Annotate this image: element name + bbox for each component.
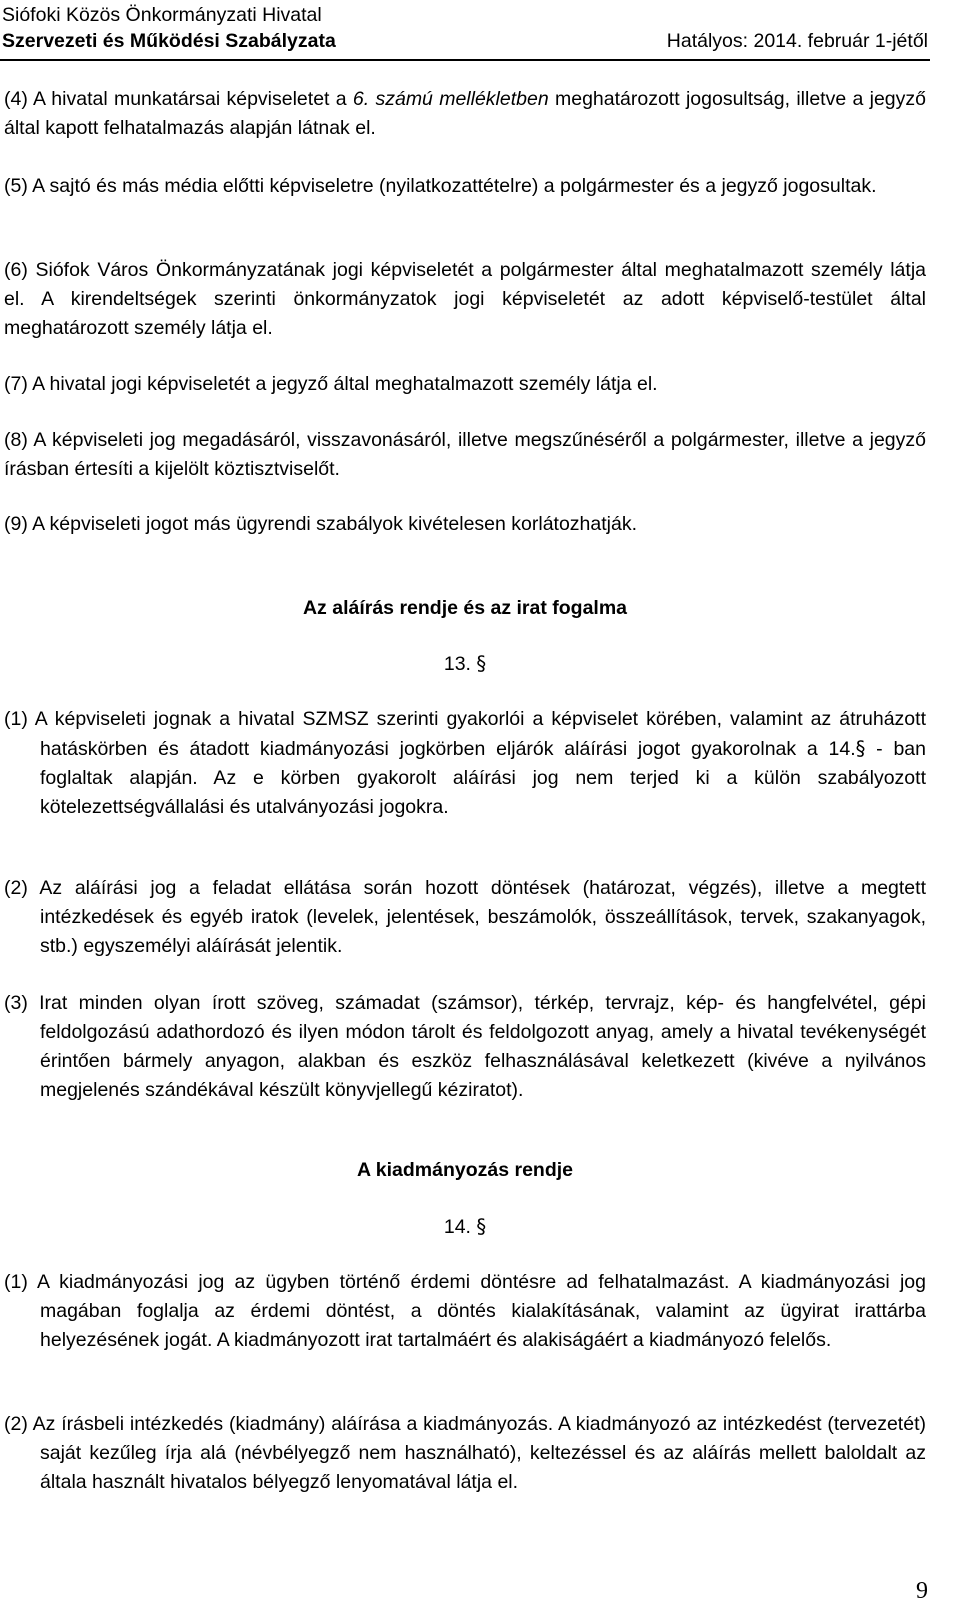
section-sign-icon: § [476,652,487,675]
section14-paragraph-1: (1) A kiadmányozási jog az ügyben történő érdemi döntésre ad felhatalmazást. A kiadmányozási jog magában foglalja az érdemi döntést, a döntés kialakításának, valamint az ügyirat irattárba helyezésének jogát. A kiadmányozott irat tartalmáért és alakiságáért a kiadmányozó felelős. [4,1271,926,1351]
section-sign-icon: § [855,737,866,760]
section14-paragraph-2: (2) Az írásbeli intézkedés (kiadmány) aláírása a kiadmányozás. A kiadmányozó az intézkedést (tervezetét) saját kezűleg írja alá (névbélyegző nem használható), keltezéssel és az aláírás mellett baloldalt az általa használt hivatalos bélyegző lenyomatával látja el. [4,1413,926,1493]
paragraph-6: (6) Siófok Város Önkormányzatának jogi képviseletét a polgármester által meghatalmazott személy látja el. A kirendeltségek szerinti önkormányzatok jogi képviseletét az adott képviselő-testület által meghatározott személy látja el. [4,259,926,339]
section-number-13 [4,650,926,678]
section13-paragraph-1 [4,705,926,822]
section-number-14-text: 14. [443,1216,477,1238]
header-effective-date: Hatályos: 2014. február 1-jétől [666,30,928,52]
paragraph-7: (7) A hivatal jogi képviseletét a jegyző által meghatalmazott személy látja el. [4,373,658,395]
section-heading-signature: Az aláírás rendje és az irat fogalma [302,597,628,619]
paragraph-8: (8) A képviseleti jog megadásáról, visszavonásáról, illetve megszűnéséről a polgármester, illetve a jegyző írásban értesíti a kijelölt köztisztviselőt. [4,429,926,480]
header-rule [0,59,930,61]
section-number-13-text: 13. [443,653,477,675]
section13-paragraph-2: (2) Az aláírási jog a feladat ellátása során hozott döntések (határozat, végzés), illetve a megtett intézkedések és egyéb iratok (levelek, jelentések, beszámolók, összeállítások, tervek, szakanyagok, stb.) egyszemélyi aláírását jelentik. [4,877,926,957]
paragraph-4-italic: 6. számú mellékletben [352,88,549,110]
section13-p1-part-a: (1) A képviseleti jognak a hivatal SZMSZ szerinti gyakorlói a képviselet körében, valamint az átruházott hatáskörben és átadott kiadmányozási jogkörben eljárók aláírási jogot gyakorolnak a 14. [4,708,926,760]
paragraph-4 [4,85,926,143]
paragraph-5: (5) A sajtó és más média előtti képviseletre (nyilatkozattételre) a polgármester és a jegyző jogosultak. [4,175,877,197]
section-heading-kiadmanyozas: A kiadmányozás rendje [356,1159,574,1181]
paragraph-4-part2: meghatározott jogosultság, illetve a jegyző által kapott felhatalmazás alapján látnak el. [4,88,926,139]
page-number: 9 [916,1578,928,1604]
paragraph-9: (9) A képviseleti jogot más ügyrendi szabályok kivételesen korlátozhatják. [4,513,637,535]
section13-paragraph-3: (3) Irat minden olyan írott szöveg, számadat (számsor), térkép, tervrajz, kép- és hangfelvétel, gépi feldolgozású adathordozó és ilyen módon tárolt és feldolgozott anyag, amely a hivatal tevékenységét érintően bármely anyagon, alakban és eszköz felhasználásával keletkezett (kivéve a nyilvános megjelenés szándékával készült könyvjellegű kéziratot). [4,992,926,1101]
section-number-14 [4,1213,926,1241]
section13-p1-part-b: - ban foglaltak alapján. Az e körben gyakorolt aláírási jog nem terjed ki a külön szabályozott kötelezettségvállalási és utalványozási jogokra. [40,738,926,818]
section-sign-icon: § [476,1215,487,1238]
header-org: Siófoki Közös Önkormányzati Hivatal [2,4,322,26]
header-doc-title: Szervezeti és Működési Szabályzata [2,30,336,52]
paragraph-4-part1: (4) A hivatal munkatársai képviseletet a [4,88,353,110]
